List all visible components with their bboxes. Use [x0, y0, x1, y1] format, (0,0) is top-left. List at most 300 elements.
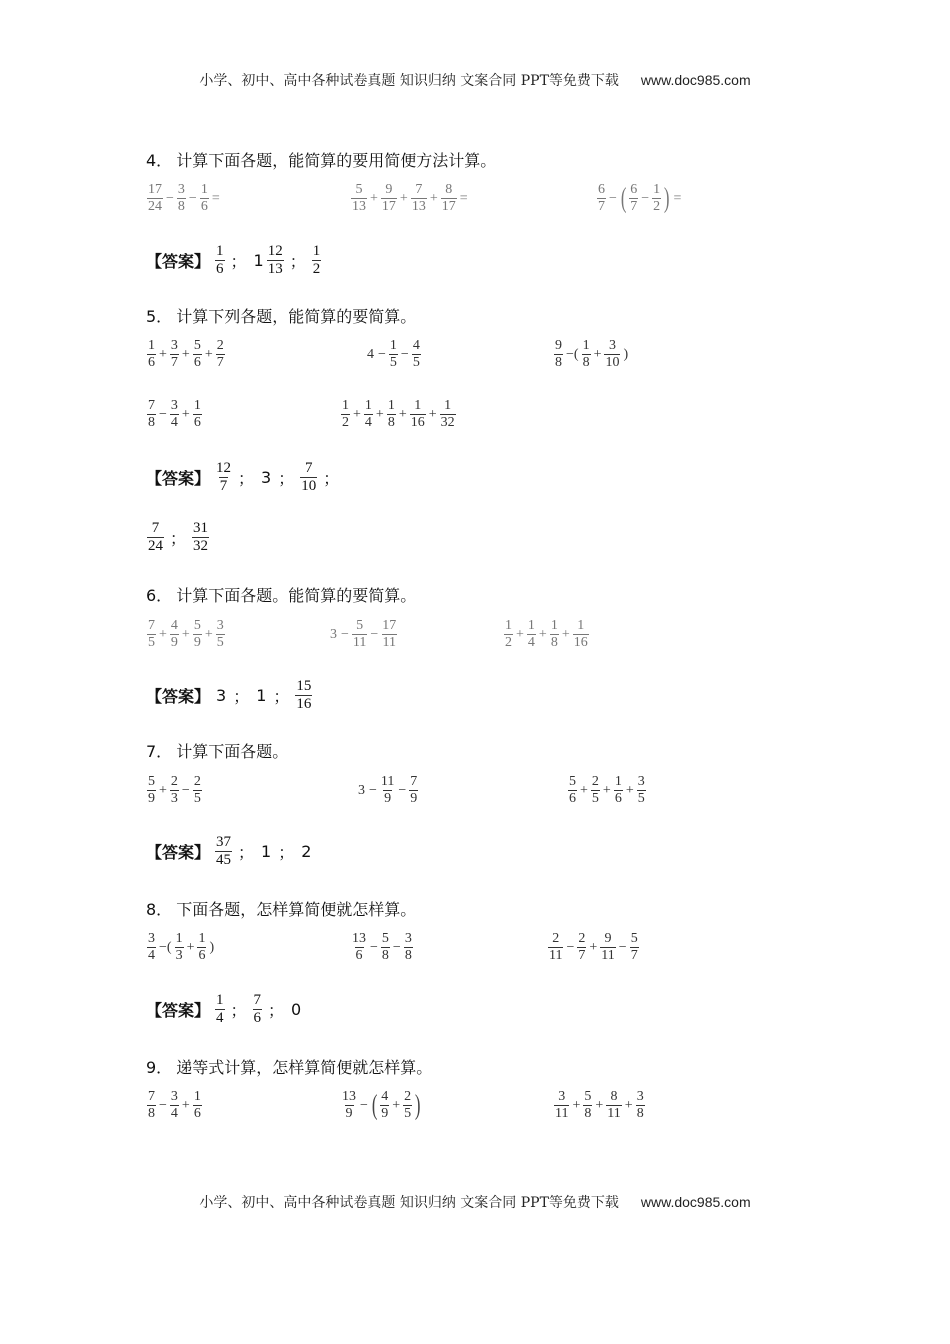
answer-label: 【答案】 — [146, 687, 211, 706]
fraction — [147, 338, 156, 371]
denominator: 7 — [170, 355, 178, 370]
operator: − — [566, 939, 575, 955]
denominator: 2 — [505, 635, 512, 650]
numerator: 3 — [608, 338, 616, 353]
numerator: 17 — [148, 182, 162, 197]
numerator: 1 — [216, 243, 224, 259]
numerator: 8 — [610, 1089, 618, 1104]
numerator: 2 — [578, 931, 586, 946]
numerator: 1 — [550, 618, 558, 633]
numerator: 2 — [552, 931, 560, 946]
question-text: 计算下面各题。 — [176, 742, 289, 761]
operator: − — [400, 346, 409, 362]
denominator: 8 — [387, 415, 395, 430]
question-9 — [146, 1055, 432, 1078]
fraction — [380, 1089, 389, 1122]
math-expression — [146, 931, 216, 964]
fraction — [216, 618, 225, 651]
denominator: 4 — [216, 1010, 224, 1026]
fraction — [193, 774, 202, 807]
fraction — [216, 338, 225, 371]
numerator: 3 — [177, 182, 185, 197]
fraction — [600, 931, 615, 964]
answer-line — [146, 834, 313, 869]
operator: 3 — [358, 782, 365, 798]
fraction — [629, 182, 638, 215]
separator: ； — [278, 843, 295, 862]
fraction — [351, 931, 367, 964]
separator: ； — [238, 843, 255, 862]
fraction — [193, 618, 202, 651]
denominator: 4 — [527, 635, 535, 650]
operator: − — [159, 1097, 167, 1113]
denominator: 10 — [605, 355, 620, 370]
operator: + — [429, 190, 438, 206]
math-expression — [553, 1089, 646, 1122]
fraction — [147, 520, 164, 555]
fraction — [554, 338, 563, 371]
operator: = — [211, 190, 220, 206]
fraction — [409, 774, 418, 807]
fraction — [341, 398, 350, 431]
numerator: 31 — [193, 520, 209, 536]
question-5 — [146, 304, 416, 327]
operator: = — [673, 190, 682, 206]
expression-row — [0, 1089, 950, 1137]
denominator: 6 — [216, 261, 224, 277]
parenthesis: ( — [620, 182, 627, 214]
operator: − — [369, 782, 377, 798]
operator: 1 — [261, 842, 272, 861]
fraction — [170, 618, 179, 651]
numerator: 2 — [216, 338, 224, 353]
denominator: 4 — [364, 415, 372, 430]
fraction — [170, 1089, 179, 1122]
numerator: 7 — [415, 182, 423, 197]
denominator: 11 — [607, 1106, 621, 1121]
fraction — [614, 774, 623, 807]
operator: + — [204, 626, 213, 642]
denominator: 2 — [312, 261, 321, 277]
operator: − — [341, 626, 349, 642]
fraction — [597, 182, 606, 215]
denominator: 11 — [601, 948, 615, 963]
denominator: 8 — [404, 948, 412, 963]
numerator: 4 — [412, 338, 420, 353]
operator: + — [370, 190, 378, 206]
operator: + — [624, 1097, 633, 1113]
numerator: 9 — [555, 338, 562, 353]
denominator: 9 — [381, 1106, 389, 1121]
question-text: 递等式计算，怎样算简便就怎样算。 — [176, 1058, 433, 1077]
numerator: 3 — [148, 931, 155, 946]
fraction — [441, 182, 457, 215]
denominator: 8 — [582, 355, 590, 370]
question-number: 8． — [146, 900, 173, 919]
operator: − — [188, 190, 197, 206]
operator: + — [593, 346, 602, 362]
fraction — [364, 398, 373, 431]
numerator: 5 — [148, 774, 155, 789]
denominator: 6 — [193, 415, 201, 430]
separator: ； — [230, 252, 247, 271]
header-site: www.doc985.com — [640, 72, 751, 88]
denominator: 16 — [296, 696, 312, 712]
fraction — [387, 398, 396, 431]
fraction — [193, 1089, 202, 1122]
answer-label: 【答案】 — [146, 469, 211, 488]
operator: −( — [159, 939, 172, 955]
denominator: 8 — [381, 948, 389, 963]
numerator: 5 — [193, 618, 201, 633]
separator: ； — [289, 252, 306, 271]
fraction — [147, 398, 156, 431]
operator: 3 — [330, 626, 337, 642]
fraction — [177, 182, 186, 215]
numerator: 5 — [381, 931, 389, 946]
fraction — [636, 1089, 645, 1122]
denominator: 11 — [555, 1106, 569, 1121]
numerator: 5 — [355, 182, 363, 197]
denominator: 16 — [410, 415, 425, 430]
operator: − — [618, 939, 627, 955]
denominator: 5 — [412, 355, 420, 370]
operator: 4 — [367, 346, 374, 362]
operator: − — [398, 782, 407, 798]
fraction — [215, 243, 225, 278]
fraction — [548, 931, 563, 964]
question-4 — [146, 148, 496, 171]
fraction — [341, 1089, 357, 1122]
operator: + — [159, 782, 167, 798]
operator: ) — [623, 346, 629, 362]
math-expression — [350, 182, 470, 215]
separator: ； — [268, 1001, 285, 1020]
numerator: 1 — [653, 182, 661, 197]
answer-line — [146, 678, 313, 713]
fraction — [147, 931, 156, 964]
denominator: 13 — [411, 199, 426, 214]
numerator: 7 — [148, 618, 155, 633]
denominator: 7 — [578, 948, 586, 963]
numerator: 1 — [216, 992, 224, 1008]
numerator: 2 — [170, 774, 178, 789]
fraction — [630, 931, 639, 964]
denominator: 11 — [382, 635, 397, 650]
fraction — [606, 1089, 621, 1122]
question-number: 4． — [146, 151, 173, 170]
numerator: 1 — [193, 1089, 201, 1104]
operator: 3 — [261, 468, 272, 487]
denominator: 6 — [200, 199, 208, 214]
math-expression — [365, 338, 422, 371]
operator: + — [392, 1097, 401, 1113]
numerator: 7 — [253, 992, 262, 1008]
math-expression — [146, 618, 226, 651]
operator: + — [572, 1097, 581, 1113]
parenthesis: ) — [664, 182, 670, 214]
fraction — [527, 618, 536, 651]
fraction — [147, 618, 156, 651]
operator: − — [360, 1097, 368, 1113]
numerator: 3 — [637, 774, 645, 789]
denominator: 6 — [253, 1010, 262, 1026]
denominator: 7 — [216, 355, 224, 370]
operator: − — [370, 939, 378, 955]
denominator: 32 — [440, 415, 455, 430]
numerator: 1 — [505, 618, 512, 633]
fraction — [253, 992, 263, 1027]
numerator: 9 — [385, 182, 393, 197]
math-expression — [146, 1089, 203, 1122]
numerator: 13 — [352, 931, 366, 946]
denominator: 13 — [352, 199, 366, 214]
denominator: 8 — [148, 415, 155, 430]
operator: − — [609, 190, 617, 206]
numerator: 4 — [381, 1089, 389, 1104]
separator: ； — [170, 529, 187, 548]
operator: 1 — [253, 251, 264, 270]
math-expression — [146, 774, 203, 807]
numerator: 1 — [389, 338, 397, 353]
fraction — [381, 618, 397, 651]
fraction — [554, 1089, 569, 1122]
question-text: 计算下面各题，能简算的要用简便方法计算。 — [176, 151, 497, 170]
question-text: 计算下列各题，能简算的要简算。 — [176, 307, 417, 326]
operator: − — [370, 626, 379, 642]
denominator: 3 — [170, 791, 178, 806]
separator: ； — [323, 469, 340, 488]
denominator: 6 — [569, 791, 576, 806]
answer-label: 【答案】 — [146, 252, 211, 271]
denominator: 6 — [193, 355, 201, 370]
denominator: 7 — [630, 948, 638, 963]
answer-line — [146, 520, 210, 555]
fraction — [550, 618, 559, 651]
math-expression — [146, 398, 203, 431]
fraction — [147, 182, 163, 215]
numerator: 2 — [404, 1089, 412, 1104]
numerator: 37 — [216, 834, 232, 850]
question-7 — [146, 739, 288, 762]
header-text: 小学、初中、高中各种试卷真题 知识归纳 文案合同 PPT等免费下载 — [199, 73, 619, 89]
operator: − — [159, 406, 167, 422]
numerator: 12 — [267, 243, 283, 259]
denominator: 8 — [550, 635, 558, 650]
fraction — [147, 774, 156, 807]
operator: + — [580, 782, 588, 798]
numerator: 15 — [296, 678, 312, 694]
denominator: 4 — [148, 948, 155, 963]
numerator: 1 — [342, 398, 349, 413]
separator: ； — [233, 687, 250, 706]
operator: − — [166, 190, 174, 206]
fraction — [652, 182, 661, 215]
denominator: 9 — [193, 635, 201, 650]
fraction — [193, 398, 202, 431]
expression-row — [0, 182, 950, 230]
operator: + — [181, 406, 190, 422]
denominator: 16 — [573, 635, 588, 650]
math-expression — [146, 182, 222, 215]
question-6 — [146, 583, 416, 606]
denominator: 17 — [441, 199, 456, 214]
math-expression — [503, 618, 590, 651]
denominator: 2 — [653, 199, 661, 214]
numerator: 7 — [148, 398, 155, 413]
fraction — [351, 182, 367, 215]
math-expression — [356, 774, 419, 807]
numerator: 5 — [569, 774, 576, 789]
denominator: 5 — [148, 635, 155, 650]
question-number: 9． — [146, 1058, 173, 1077]
operator: − — [641, 190, 650, 206]
fraction — [215, 460, 232, 495]
denominator: 5 — [404, 1106, 412, 1121]
operator: + — [428, 406, 437, 422]
numerator: 1 — [175, 931, 183, 946]
numerator: 1 — [527, 618, 535, 633]
operator: + — [181, 626, 190, 642]
math-expression — [567, 774, 647, 807]
expression-row — [0, 338, 950, 386]
fraction — [381, 182, 397, 215]
operator: 1 — [256, 686, 267, 705]
fraction — [147, 1089, 156, 1122]
numerator: 5 — [584, 1089, 592, 1104]
denominator: 9 — [384, 791, 392, 806]
operator: + — [602, 782, 611, 798]
expression-row — [0, 398, 950, 446]
denominator: 7 — [630, 199, 638, 214]
math-expression — [340, 1089, 422, 1122]
denominator: 24 — [148, 199, 162, 214]
answer-line — [146, 992, 303, 1027]
math-expression — [350, 931, 414, 964]
fraction — [170, 398, 179, 431]
denominator: 13 — [267, 261, 283, 277]
numerator: 7 — [304, 460, 313, 476]
numerator: 8 — [445, 182, 453, 197]
operator: + — [375, 406, 384, 422]
denominator: 11 — [352, 635, 367, 650]
footer-text: 小学、初中、高中各种试卷真题 知识归纳 文案合同 PPT等免费下载 — [199, 1195, 619, 1211]
fraction — [175, 931, 184, 964]
question-8 — [146, 897, 416, 920]
fraction — [404, 931, 413, 964]
denominator: 3 — [175, 948, 183, 963]
fraction — [568, 774, 577, 807]
math-expression — [146, 338, 226, 371]
operator: + — [399, 190, 408, 206]
denominator: 6 — [355, 948, 363, 963]
denominator: 24 — [148, 538, 163, 554]
fraction — [170, 338, 179, 371]
numerator: 1 — [148, 338, 155, 353]
denominator: 45 — [216, 852, 232, 868]
denominator: 8 — [555, 355, 562, 370]
fraction — [312, 243, 322, 278]
fraction — [193, 338, 202, 371]
operator: + — [159, 626, 167, 642]
fraction — [604, 338, 620, 371]
numerator: 3 — [170, 398, 178, 413]
denominator: 6 — [148, 355, 155, 370]
numerator: 2 — [591, 774, 599, 789]
fraction — [215, 834, 232, 869]
fraction — [381, 931, 390, 964]
denominator: 4 — [170, 415, 178, 430]
operator: 0 — [291, 1000, 302, 1019]
answer-line — [146, 460, 344, 495]
fraction — [412, 338, 421, 371]
numerator: 3 — [404, 931, 412, 946]
numerator: 4 — [170, 618, 178, 633]
numerator: 7 — [148, 1089, 155, 1104]
expression-row — [0, 618, 950, 666]
denominator: 9 — [410, 791, 418, 806]
math-expression — [328, 618, 398, 651]
operator: + — [625, 782, 634, 798]
question-text: 计算下面各题。能简算的要简算。 — [176, 586, 417, 605]
separator: ； — [238, 469, 255, 488]
fraction — [200, 182, 209, 215]
denominator: 8 — [177, 199, 185, 214]
numerator: 12 — [216, 460, 232, 476]
denominator: 9 — [170, 635, 178, 650]
denominator: 9 — [148, 791, 155, 806]
fraction — [352, 618, 367, 651]
answer-line — [146, 243, 322, 278]
denominator: 10 — [301, 478, 317, 494]
denominator: 8 — [584, 1106, 592, 1121]
math-expression — [547, 931, 640, 964]
numerator: 3 — [170, 1089, 178, 1104]
denominator: 7 — [598, 199, 605, 214]
numerator: 1 — [200, 182, 208, 197]
numerator: 1 — [198, 931, 206, 946]
numerator: 7 — [410, 774, 418, 789]
operator: + — [595, 1097, 604, 1113]
numerator: 3 — [558, 1089, 566, 1104]
denominator: 6 — [198, 948, 206, 963]
operator: + — [561, 626, 570, 642]
denominator: 5 — [637, 791, 645, 806]
fraction — [411, 182, 427, 215]
fraction — [582, 338, 591, 371]
separator: ； — [278, 469, 295, 488]
denominator: 32 — [193, 538, 209, 554]
operator: − — [378, 346, 386, 362]
numerator: 9 — [604, 931, 612, 946]
fraction — [192, 520, 209, 555]
numerator: 1 — [193, 398, 201, 413]
numerator: 3 — [636, 1089, 644, 1104]
operator: + — [516, 626, 524, 642]
numerator: 1 — [312, 243, 321, 259]
numerator: 6 — [598, 182, 605, 197]
fraction — [403, 1089, 412, 1122]
operator: + — [181, 1097, 190, 1113]
fraction — [583, 1089, 592, 1122]
expression-row — [0, 931, 950, 979]
operator: + — [159, 346, 167, 362]
denominator: 8 — [148, 1106, 155, 1121]
numerator: 1 — [582, 338, 590, 353]
fraction — [504, 618, 513, 651]
separator: ； — [230, 1001, 247, 1020]
denominator: 5 — [216, 635, 224, 650]
